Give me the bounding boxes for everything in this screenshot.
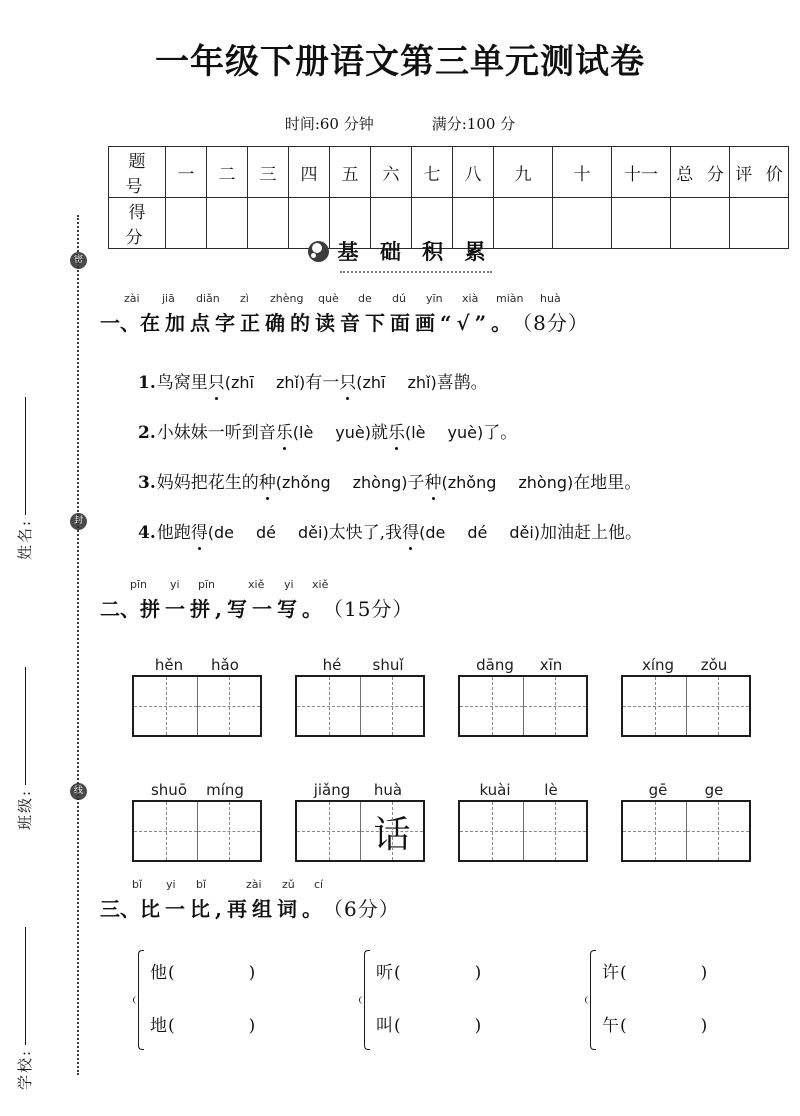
field-name[interactable] bbox=[14, 360, 35, 560]
written-character: 话 bbox=[373, 813, 411, 856]
pinyin-syllable: hěn bbox=[154, 656, 184, 674]
grid-pinyin bbox=[458, 781, 588, 800]
item-text-mid: 有一 bbox=[305, 373, 340, 393]
item-text-pre: 小妹妹一听到音 bbox=[156, 423, 276, 443]
dotted-character: 得 bbox=[191, 518, 208, 543]
pinyin-syllable: zì bbox=[240, 292, 249, 305]
row-header-score: 得 分 bbox=[109, 198, 166, 249]
pinyin-syllable: zài bbox=[124, 292, 140, 305]
base-character: 叫 bbox=[376, 1016, 393, 1036]
writing-grid-group[interactable] bbox=[458, 781, 588, 862]
tianzige-cell[interactable] bbox=[297, 802, 360, 860]
pinyin-syllable: gē bbox=[648, 781, 668, 799]
col-header-2: 二 bbox=[207, 147, 248, 198]
written-character bbox=[687, 677, 749, 735]
grid-pinyin bbox=[621, 656, 751, 675]
question-3-number: 三、 bbox=[100, 897, 140, 921]
pinyin-syllable: què bbox=[318, 292, 339, 305]
pinyin-option[interactable]: yuè) bbox=[447, 423, 484, 442]
pinyin-syllable: zài bbox=[246, 878, 262, 891]
grid-pinyin bbox=[458, 656, 588, 675]
dotted-character: 只 bbox=[339, 368, 356, 393]
written-character bbox=[297, 677, 360, 735]
grid-pinyin bbox=[295, 781, 425, 800]
item-text-post: 在地里。 bbox=[573, 473, 642, 493]
bracket-row[interactable] bbox=[602, 947, 707, 1000]
left-margin-column bbox=[0, 0, 100, 1116]
field-class[interactable] bbox=[14, 630, 35, 830]
pinyin-syllable: miàn bbox=[496, 292, 524, 305]
pinyin-syllable: de bbox=[358, 292, 372, 305]
pinyin-option[interactable]: (zhǒng bbox=[441, 473, 497, 492]
col-header-4: 四 bbox=[289, 147, 330, 198]
bracket-row[interactable] bbox=[376, 1000, 481, 1053]
pinyin-option[interactable]: (de bbox=[419, 523, 446, 542]
tianzige-cell[interactable] bbox=[360, 802, 423, 860]
question-1-title bbox=[100, 307, 760, 336]
tianzige-cell[interactable] bbox=[523, 802, 586, 860]
pinyin-syllable: jiǎng bbox=[313, 781, 351, 799]
pinyin-syllable: pīn bbox=[198, 578, 216, 591]
pinyin-syllable: ge bbox=[704, 781, 724, 799]
dotted-character: 乐 bbox=[276, 418, 293, 443]
item-text-pre: 鸟窝里 bbox=[156, 373, 208, 393]
tianzige-cell[interactable] bbox=[523, 677, 586, 735]
col-header-9: 九 bbox=[494, 147, 553, 198]
pinyin-syllable: lè bbox=[544, 781, 558, 799]
seal-icon bbox=[308, 241, 329, 262]
field-school[interactable] bbox=[14, 890, 35, 1090]
pinyin-syllable: huà bbox=[373, 781, 403, 799]
dotted-character: 只 bbox=[208, 368, 225, 393]
dotted-character: 得 bbox=[402, 518, 419, 543]
exam-fullscore-label: 满分:100 分 bbox=[431, 115, 516, 133]
pinyin-option[interactable]: zhòng) bbox=[352, 473, 408, 492]
pinyin-syllable: bǐ bbox=[196, 878, 207, 891]
pinyin-option[interactable]: (lè bbox=[292, 423, 314, 442]
item-text-post: 了。 bbox=[483, 423, 518, 443]
written-character bbox=[134, 677, 197, 735]
col-header-evaluation: 评 价 bbox=[730, 147, 789, 198]
item-text-mid: 就 bbox=[370, 423, 388, 443]
grid-pinyin bbox=[621, 781, 751, 800]
item-text-post: 喜鹊。 bbox=[436, 373, 488, 393]
field-class-rule bbox=[25, 667, 26, 785]
dotted-character: 乐 bbox=[388, 418, 405, 443]
pinyin-syllable: xíng bbox=[641, 656, 675, 674]
pinyin-option[interactable]: (zhǒng bbox=[275, 473, 331, 492]
dotted-character: 种 bbox=[259, 468, 276, 493]
writing-grid-group[interactable] bbox=[458, 656, 588, 737]
field-class-label: 班级: bbox=[16, 788, 34, 830]
item-index: 1. bbox=[138, 373, 156, 393]
question-2-title bbox=[100, 593, 760, 622]
score-table bbox=[108, 146, 789, 249]
item-index: 3. bbox=[138, 473, 156, 493]
bracket-rows bbox=[370, 947, 481, 1053]
section-banner bbox=[0, 236, 800, 266]
pinyin-option[interactable]: (zhī bbox=[224, 373, 254, 392]
section-banner-label: 基 础 积 累 bbox=[337, 239, 493, 264]
paren-close: ) bbox=[474, 1016, 482, 1036]
writing-grid-group[interactable] bbox=[621, 781, 751, 862]
tianzige[interactable] bbox=[295, 800, 425, 862]
tianzige[interactable] bbox=[621, 675, 751, 737]
pinyin-option[interactable]: (zhī bbox=[356, 373, 386, 392]
paren-open: ( bbox=[620, 1016, 627, 1036]
col-header-total: 总 分 bbox=[671, 147, 730, 198]
pinyin-syllable: yi bbox=[170, 578, 180, 591]
item-text-mid: 太快了,我 bbox=[328, 523, 403, 543]
tianzige-cell[interactable] bbox=[134, 677, 197, 735]
pinyin-syllable: pīn bbox=[130, 578, 148, 591]
pinyin-syllable: cí bbox=[314, 878, 324, 891]
col-header-6: 六 bbox=[371, 147, 412, 198]
written-character bbox=[460, 802, 523, 860]
pinyin-option[interactable]: zhǐ) bbox=[407, 373, 437, 392]
pinyin-syllable: bǐ bbox=[132, 878, 143, 891]
question-1-score: （8分） bbox=[522, 311, 589, 335]
paren-open: ( bbox=[168, 963, 175, 983]
written-character bbox=[687, 802, 749, 860]
base-character: 许 bbox=[602, 963, 619, 983]
writing-grid-group[interactable] bbox=[295, 656, 425, 737]
tianzige[interactable] bbox=[621, 800, 751, 862]
pinyin-syllable: diǎn bbox=[196, 292, 220, 305]
tianzige[interactable] bbox=[132, 675, 262, 737]
pinyin-option[interactable]: dé bbox=[467, 523, 488, 542]
pinyin-syllable: hǎo bbox=[211, 656, 239, 674]
paren-close: ) bbox=[248, 1016, 256, 1036]
written-character bbox=[524, 677, 586, 735]
tianzige-cell[interactable] bbox=[360, 677, 423, 735]
bracket-row[interactable] bbox=[602, 1000, 707, 1053]
col-header-5: 五 bbox=[330, 147, 371, 198]
written-character bbox=[623, 802, 686, 860]
question-3-title bbox=[100, 893, 760, 922]
question-2-score: （15分） bbox=[332, 597, 414, 621]
question-1-pinyin bbox=[100, 292, 760, 307]
pinyin-syllable: hé bbox=[322, 656, 342, 674]
written-character bbox=[198, 677, 260, 735]
table-row-question-numbers bbox=[109, 147, 789, 198]
question-1-heading bbox=[100, 292, 760, 336]
grid-pinyin bbox=[295, 656, 425, 675]
written-character bbox=[623, 677, 686, 735]
writing-grid-group[interactable] bbox=[132, 781, 262, 862]
tianzige-cell[interactable] bbox=[197, 677, 260, 735]
question-3-pinyin bbox=[100, 878, 760, 893]
bracket-group bbox=[584, 947, 707, 1053]
paren-close: ) bbox=[700, 1016, 708, 1036]
col-header-7: 七 bbox=[412, 147, 453, 198]
writing-grid-group[interactable] bbox=[132, 656, 262, 737]
section-banner-underline bbox=[340, 271, 492, 273]
grid-pinyin bbox=[132, 656, 262, 675]
field-name-label: 姓名: bbox=[16, 518, 34, 560]
tianzige-cell[interactable] bbox=[460, 802, 523, 860]
question-1-text: 在加点字正确的读音下面画“√”。 bbox=[140, 311, 517, 335]
tianzige-cell[interactable] bbox=[686, 677, 749, 735]
pinyin-option[interactable]: (lè bbox=[404, 423, 426, 442]
paren-close: ) bbox=[700, 963, 708, 983]
base-character: 他 bbox=[150, 963, 167, 983]
question-1-number: 一、 bbox=[100, 311, 140, 335]
dotted-character: 种 bbox=[425, 468, 442, 493]
bracket-row[interactable] bbox=[150, 1000, 255, 1053]
tianzige[interactable] bbox=[295, 675, 425, 737]
pinyin-syllable: kuài bbox=[479, 781, 511, 799]
pinyin-syllable: yīn bbox=[426, 292, 443, 305]
question-2-text: 拼一拼,写一写。 bbox=[140, 597, 327, 621]
pinyin-option[interactable]: zhǐ) bbox=[275, 373, 306, 392]
tianzige-cell[interactable] bbox=[623, 802, 686, 860]
base-character: 午 bbox=[602, 1016, 619, 1036]
pinyin-syllable: jiā bbox=[162, 292, 175, 305]
brace-icon bbox=[584, 947, 596, 1053]
pinyin-syllable: zhèng bbox=[270, 292, 304, 305]
written-character bbox=[460, 677, 523, 735]
question-3-heading bbox=[100, 878, 760, 922]
pinyin-syllable: dú bbox=[392, 292, 406, 305]
pinyin-option[interactable]: dé bbox=[256, 523, 276, 542]
col-header-8: 八 bbox=[453, 147, 494, 198]
paren-close: ) bbox=[474, 963, 482, 983]
pinyin-syllable: míng bbox=[206, 781, 244, 799]
tianzige-cell[interactable] bbox=[460, 677, 523, 735]
question-3-score: （6分） bbox=[332, 897, 400, 921]
item-index: 2. bbox=[138, 423, 156, 443]
bracket-row[interactable] bbox=[150, 947, 255, 1000]
field-school-rule bbox=[25, 927, 26, 1045]
written-character bbox=[524, 802, 586, 860]
pinyin-syllable: xiě bbox=[248, 578, 265, 591]
paren-open: ( bbox=[394, 1016, 401, 1036]
question-2-heading bbox=[100, 578, 760, 622]
pinyin-syllable: xīn bbox=[539, 656, 563, 674]
bracket-rows bbox=[144, 947, 255, 1053]
written-character bbox=[134, 802, 197, 860]
pinyin-syllable: zǒu bbox=[700, 656, 728, 674]
tianzige[interactable] bbox=[132, 800, 262, 862]
tianzige-cell[interactable] bbox=[686, 802, 749, 860]
pinyin-syllable: xiě bbox=[312, 578, 329, 591]
seal-mark-icon: 线 bbox=[70, 783, 87, 800]
seal-mark-icon: 密 bbox=[70, 252, 87, 269]
question-1-item[interactable] bbox=[138, 418, 517, 443]
item-text-post: 加油赶上他。 bbox=[540, 523, 643, 543]
field-school-label: 学校: bbox=[16, 1048, 34, 1090]
paren-close: ) bbox=[248, 963, 256, 983]
pinyin-syllable: shuǐ bbox=[372, 656, 404, 674]
tianzige-cell[interactable] bbox=[134, 802, 197, 860]
pinyin-syllable: dāng bbox=[476, 656, 514, 674]
col-header-1: 一 bbox=[166, 147, 207, 198]
bracket-group bbox=[358, 947, 481, 1053]
written-character bbox=[198, 802, 260, 860]
exam-time-label: 时间:60 分钟 bbox=[284, 115, 374, 133]
brace-icon bbox=[358, 947, 370, 1053]
cut-line bbox=[77, 215, 79, 1075]
item-text-mid: 子 bbox=[407, 473, 425, 493]
question-1-item[interactable] bbox=[138, 468, 641, 493]
page-title: 一年级下册语文第三单元测试卷 bbox=[155, 42, 645, 82]
section-banner-inner bbox=[308, 236, 493, 266]
question-1-item[interactable] bbox=[138, 518, 642, 543]
paren-open: ( bbox=[394, 963, 401, 983]
question-1-item[interactable] bbox=[138, 368, 488, 393]
col-header-11: 十一 bbox=[612, 147, 671, 198]
pinyin-option[interactable]: yuè) bbox=[335, 423, 371, 442]
pinyin-option[interactable]: (de bbox=[207, 523, 234, 542]
tianzige-cell[interactable] bbox=[297, 677, 360, 735]
tianzige[interactable] bbox=[458, 800, 588, 862]
col-header-10: 十 bbox=[553, 147, 612, 198]
pinyin-syllable: yi bbox=[284, 578, 294, 591]
pinyin-option[interactable]: děi) bbox=[509, 523, 541, 542]
row-header-question-no: 题 号 bbox=[109, 147, 166, 198]
writing-grid-group[interactable] bbox=[295, 781, 425, 862]
field-name-rule bbox=[25, 397, 26, 515]
grid-pinyin bbox=[132, 781, 262, 800]
pinyin-syllable: zǔ bbox=[282, 878, 295, 891]
bracket-rows bbox=[596, 947, 707, 1053]
brace-icon bbox=[132, 947, 144, 1053]
bracket-group bbox=[132, 947, 255, 1053]
base-character: 地 bbox=[150, 1016, 167, 1036]
question-3-text: 比一比,再组词。 bbox=[140, 897, 327, 921]
bracket-row[interactable] bbox=[376, 947, 481, 1000]
item-text-pre: 他跑 bbox=[156, 523, 191, 543]
seal-mark-icon: 封 bbox=[70, 513, 87, 530]
base-character: 听 bbox=[376, 963, 393, 983]
pinyin-syllable: yi bbox=[166, 878, 176, 891]
item-text-pre: 妈妈把花生的 bbox=[156, 473, 259, 493]
paren-open: ( bbox=[620, 963, 627, 983]
paren-open: ( bbox=[168, 1016, 175, 1036]
question-2-pinyin bbox=[100, 578, 760, 593]
tianzige-cell[interactable] bbox=[197, 802, 260, 860]
pinyin-option[interactable]: zhòng) bbox=[518, 473, 574, 492]
pinyin-syllable: huà bbox=[540, 292, 561, 305]
col-header-3: 三 bbox=[248, 147, 289, 198]
pinyin-syllable: shuō bbox=[150, 781, 187, 799]
written-character bbox=[297, 802, 360, 860]
pinyin-syllable: xià bbox=[462, 292, 479, 305]
written-character bbox=[361, 677, 423, 735]
item-index: 4. bbox=[138, 523, 156, 543]
tianzige[interactable] bbox=[458, 675, 588, 737]
exam-meta bbox=[0, 113, 800, 134]
pinyin-option[interactable]: děi) bbox=[298, 523, 329, 542]
question-2-number: 二、 bbox=[100, 597, 140, 621]
writing-grid-group[interactable] bbox=[621, 656, 751, 737]
tianzige-cell[interactable] bbox=[623, 677, 686, 735]
